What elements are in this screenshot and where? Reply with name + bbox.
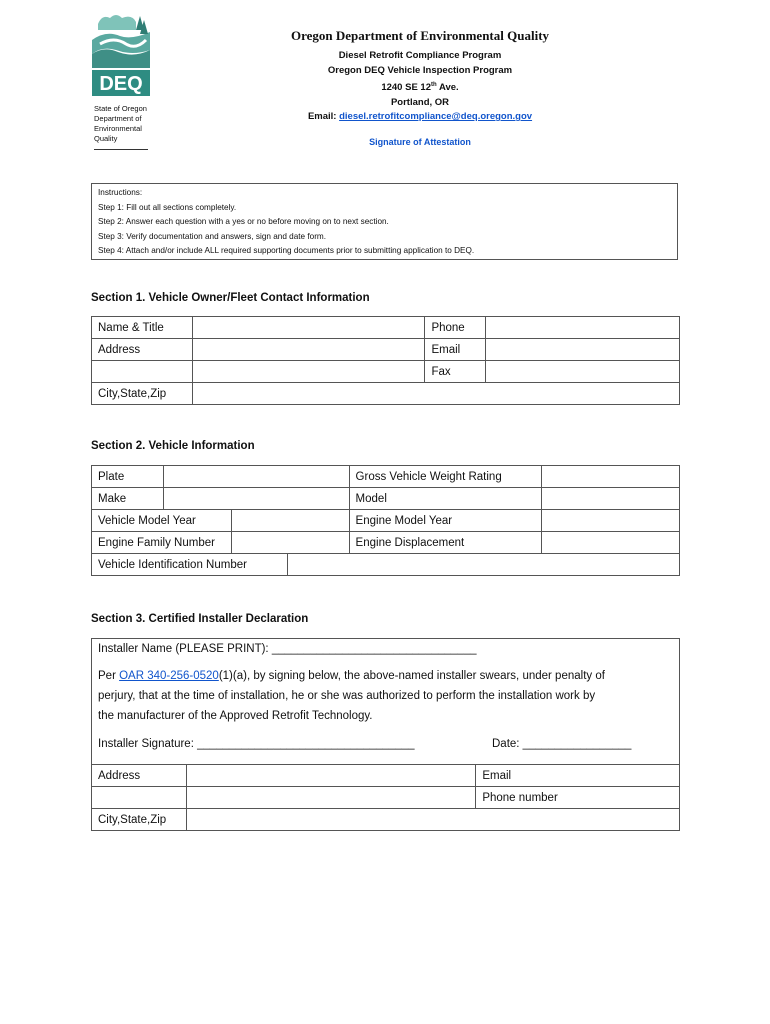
input-phone[interactable] [486, 317, 680, 339]
label-vehicle-model-year: Vehicle Model Year [92, 510, 232, 532]
label-plate: Plate [92, 466, 164, 488]
label-address: Address [92, 339, 193, 361]
installer-contact-table [91, 764, 680, 831]
logo-line: Department of [94, 114, 142, 123]
signature-title: Signature of Attestation [369, 136, 471, 147]
input-vin[interactable] [287, 554, 679, 576]
date-field[interactable]: Date: _________________ [492, 738, 632, 750]
logo-line: Quality [94, 134, 118, 143]
email-label: Email: [307, 111, 340, 123]
label-installer-address: Address [92, 765, 187, 787]
instructions-heading: Instructions: [98, 188, 143, 197]
input-city-state-zip[interactable] [192, 383, 679, 405]
input-plate[interactable] [163, 466, 349, 488]
label-gvwr: Gross Vehicle Weight Rating [349, 466, 542, 488]
street-address [200, 78, 640, 96]
label-installer-phone: Phone number [476, 787, 680, 809]
label-engine-model-year: Engine Model Year [349, 510, 542, 532]
input-name-title[interactable] [192, 317, 424, 339]
address-ordinal: th [430, 82, 437, 88]
label-make: Make [92, 488, 164, 510]
instruction-step: Step 4: Attach and/or include ALL required supporting documents prior to submitting application to DEQ. [98, 246, 475, 255]
label-model: Model [349, 488, 542, 510]
oar-link[interactable]: OAR 340-256-0520 [119, 670, 219, 682]
input-vehicle-model-year[interactable] [231, 510, 349, 532]
document-header [200, 28, 640, 147]
label-name-title: Name & Title [92, 317, 193, 339]
input-gvwr[interactable] [542, 466, 680, 488]
section1-heading: Section 1. Vehicle Owner/Fleet Contact Information [91, 292, 370, 304]
empty-label-cell [92, 361, 193, 383]
declaration-line [98, 670, 605, 682]
empty-label-cell [92, 787, 187, 809]
label-city-state-zip: City,State,Zip [92, 383, 193, 405]
input-installer-city-state-zip[interactable] [186, 809, 679, 831]
email-link[interactable]: diesel.retrofitcompliance@deq.oregon.gov [339, 111, 533, 123]
logo-abbr: DEQ [99, 73, 143, 95]
instruction-step: Step 2: Answer each question with a yes or no before moving on to next section. [98, 217, 389, 226]
city-state: Portland, OR [390, 96, 450, 108]
label-installer-city-state-zip: City,State,Zip [92, 809, 187, 831]
section3-heading: Section 3. Certified Installer Declaration [91, 613, 309, 625]
label-engine-family-number: Engine Family Number [92, 532, 232, 554]
page-title: Oregon Department of Environmental Quality [290, 28, 550, 43]
input-engine-family-number[interactable] [231, 532, 349, 554]
label-installer-email: Email [476, 765, 680, 787]
input-installer-address[interactable] [186, 765, 475, 787]
label-engine-displacement: Engine Displacement [349, 532, 542, 554]
label-email: Email [425, 339, 486, 361]
logo-line: Environmental [94, 124, 142, 133]
input-engine-displacement[interactable] [542, 532, 680, 554]
declaration-text: (1)(a), by signing below, the above-named installer swears, under penalty of [218, 670, 605, 682]
input-model[interactable] [542, 488, 680, 510]
input-engine-model-year[interactable] [542, 510, 680, 532]
instructions-box [91, 183, 678, 260]
installer-name-field[interactable]: Installer Name (PLEASE PRINT): ________________________________ [98, 643, 477, 655]
installer-declaration-box [91, 638, 680, 765]
logo-agency-name [94, 104, 150, 144]
vehicle-info-table [91, 465, 680, 576]
declaration-line: perjury, that at the time of installation, he or she was authorized to perform the installation work by [98, 690, 596, 702]
input-fax[interactable] [486, 361, 680, 383]
input-address-line2[interactable] [192, 361, 424, 383]
address-street: Ave. [436, 82, 459, 94]
label-phone: Phone [425, 317, 486, 339]
contact-email [200, 110, 640, 125]
inspection-program: Oregon DEQ Vehicle Inspection Program [327, 64, 513, 76]
label-fax: Fax [425, 361, 486, 383]
section2-heading: Section 2. Vehicle Information [91, 440, 255, 452]
instruction-step: Step 1: Fill out all sections completely. [98, 202, 237, 212]
deq-logo-icon [92, 10, 150, 102]
input-installer-address-line2[interactable] [186, 787, 475, 809]
logo-divider [94, 149, 148, 150]
input-make[interactable] [163, 488, 349, 510]
input-address[interactable] [192, 339, 424, 361]
instruction-step: Step 3: Verify documentation and answers, sign and date form. [98, 231, 327, 241]
installer-signature-field[interactable]: Installer Signature: __________________________________ [98, 738, 415, 750]
input-email[interactable] [486, 339, 680, 361]
declaration-line: the manufacturer of the Approved Retrofit Technology. [98, 710, 373, 722]
label-vin: Vehicle Identification Number [92, 554, 288, 576]
address-number: 1240 SE 12 [381, 82, 431, 94]
owner-contact-table [91, 316, 680, 405]
program-name: Diesel Retrofit Compliance Program [338, 50, 502, 61]
declaration-per: Per [98, 670, 120, 682]
logo-line: State of Oregon [94, 104, 147, 113]
